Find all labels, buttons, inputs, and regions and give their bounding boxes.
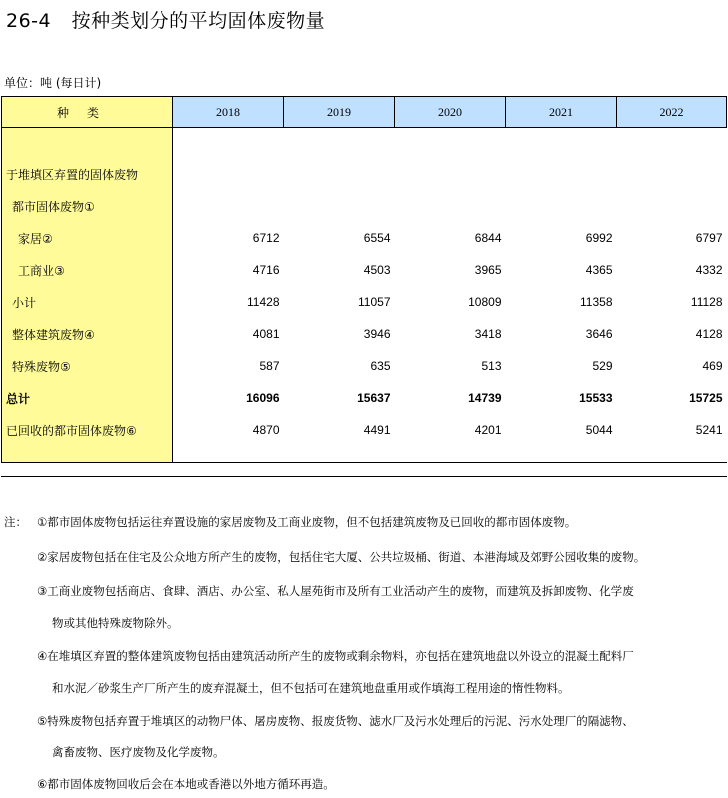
cell (617, 190, 727, 222)
unit-label: 单位：吨 (每日计) (4, 76, 102, 90)
cell: 513 (481, 359, 502, 373)
note-line: ③工商业废物包括商店、食肆、酒店、办公室、私人屋苑街市及所有工业活动产生的废物，而建筑及拆卸废物、化学废 (37, 584, 634, 598)
table-bottom-rule (1, 476, 727, 477)
notes-label: 注： (4, 515, 27, 529)
cell: 11428 (247, 295, 280, 309)
cell: 587 (259, 359, 280, 373)
cell: 6797 (695, 231, 723, 245)
spacer-row (2, 446, 727, 463)
column-header-category: 种类 (2, 97, 173, 128)
cell: 529 (592, 359, 613, 373)
column-header-year: 2020 (395, 97, 506, 128)
column-header-year: 2019 (284, 97, 395, 128)
cell: 469 (702, 359, 723, 373)
cell: 4870 (252, 423, 280, 437)
cell: 4081 (252, 327, 280, 341)
row-label: 家居② (2, 222, 173, 254)
page-title (6, 6, 325, 33)
cell: 4128 (695, 327, 723, 341)
cell: 5241 (695, 423, 723, 437)
table-header-row (2, 97, 727, 128)
column-header-year: 2022 (617, 97, 727, 128)
row-label: 小计 (2, 286, 173, 318)
note-line: ④在堆填区弃置的整体建筑废物包括由建筑活动所产生的废物或剩余物料，亦包括在建筑地盘以外设立的混凝土配料厂 (37, 649, 634, 663)
cell (173, 190, 284, 222)
column-header-year: 2018 (173, 97, 284, 128)
cell: 4332 (695, 263, 723, 277)
note-line: ⑥都市固体废物回收后会在本地或香港以外地方循环再造。 (37, 777, 335, 791)
note-line: ①都市固体废物包括运往弃置设施的家居废物及工商业废物，但不包括建筑废物及已回收的都市固体废物。 (37, 515, 577, 529)
cell (506, 190, 617, 222)
cell: 4365 (585, 263, 613, 277)
cell: 635 (370, 359, 391, 373)
table-number: 26-4 (6, 10, 52, 32)
note-line: ⑤特殊废物包括弃置于堆填区的动物尸体、屠房废物、报废货物、滤水厂及污水处理后的污泥、污水处理厂的隔滤物、 (37, 714, 634, 728)
cell: 4491 (363, 423, 391, 437)
cell: 6844 (474, 231, 502, 245)
cell: 6712 (252, 231, 280, 245)
cell: 11128 (690, 295, 723, 309)
cell (395, 190, 506, 222)
cell: 16096 (246, 391, 280, 405)
cell: 11057 (358, 295, 391, 309)
row-label: 于堆填区弃置的固体废物 (2, 158, 173, 190)
cell: 3418 (474, 327, 502, 341)
row-label: 整体建筑废物④ (2, 318, 173, 350)
table-row-total (2, 382, 727, 414)
note-line: 禽畜废物、医疗废物及化学废物。 (52, 745, 225, 759)
cell: 6992 (585, 231, 613, 245)
cell: 4201 (474, 423, 502, 437)
row-label: 工商业③ (2, 254, 173, 286)
cell: 5044 (585, 423, 613, 437)
table-row (2, 318, 727, 350)
cell (284, 190, 395, 222)
table-row (2, 158, 727, 190)
cell (617, 158, 727, 190)
cell: 3646 (585, 327, 613, 341)
note-line: 物或其他特殊废物除外。 (52, 616, 179, 630)
note-line: 和水泥／砂浆生产厂所产生的废弃混凝土，但不包括可在建筑地盘重用或作填海工程用途的惰性物料。 (52, 681, 570, 695)
cell (284, 158, 395, 190)
row-label: 特殊废物⑤ (2, 350, 173, 382)
column-header-year: 2021 (506, 97, 617, 128)
cell: 6554 (363, 231, 391, 245)
waste-table (1, 96, 727, 463)
table-row (2, 254, 727, 286)
cell (173, 158, 284, 190)
cell (395, 158, 506, 190)
table-row (2, 414, 727, 446)
table-row (2, 350, 727, 382)
note-line: ②家居废物包括在住宅及公众地方所产生的废物，包括住宅大厦、公共垃圾桶、街道、本港海域及郊野公园收集的废物。 (37, 550, 646, 564)
cell: 15637 (357, 391, 391, 405)
cell: 3965 (474, 263, 502, 277)
table-title: 按种类划分的平均固体废物量 (71, 10, 326, 32)
table-row (2, 286, 727, 318)
cell: 4503 (363, 263, 391, 277)
row-label: 已回收的都市固体废物⑥ (2, 414, 173, 446)
cell: 4716 (252, 263, 280, 277)
table-row (2, 222, 727, 254)
cell: 14739 (468, 391, 502, 405)
table-row (2, 190, 727, 222)
row-label: 都市固体废物① (2, 190, 173, 222)
cell: 10809 (468, 295, 502, 309)
row-label: 总计 (2, 382, 173, 414)
cell: 11358 (580, 295, 613, 309)
cell: 15725 (689, 391, 723, 405)
cell: 3946 (363, 327, 391, 341)
spacer-row (2, 128, 727, 159)
cell (506, 158, 617, 190)
cell: 15533 (579, 391, 613, 405)
